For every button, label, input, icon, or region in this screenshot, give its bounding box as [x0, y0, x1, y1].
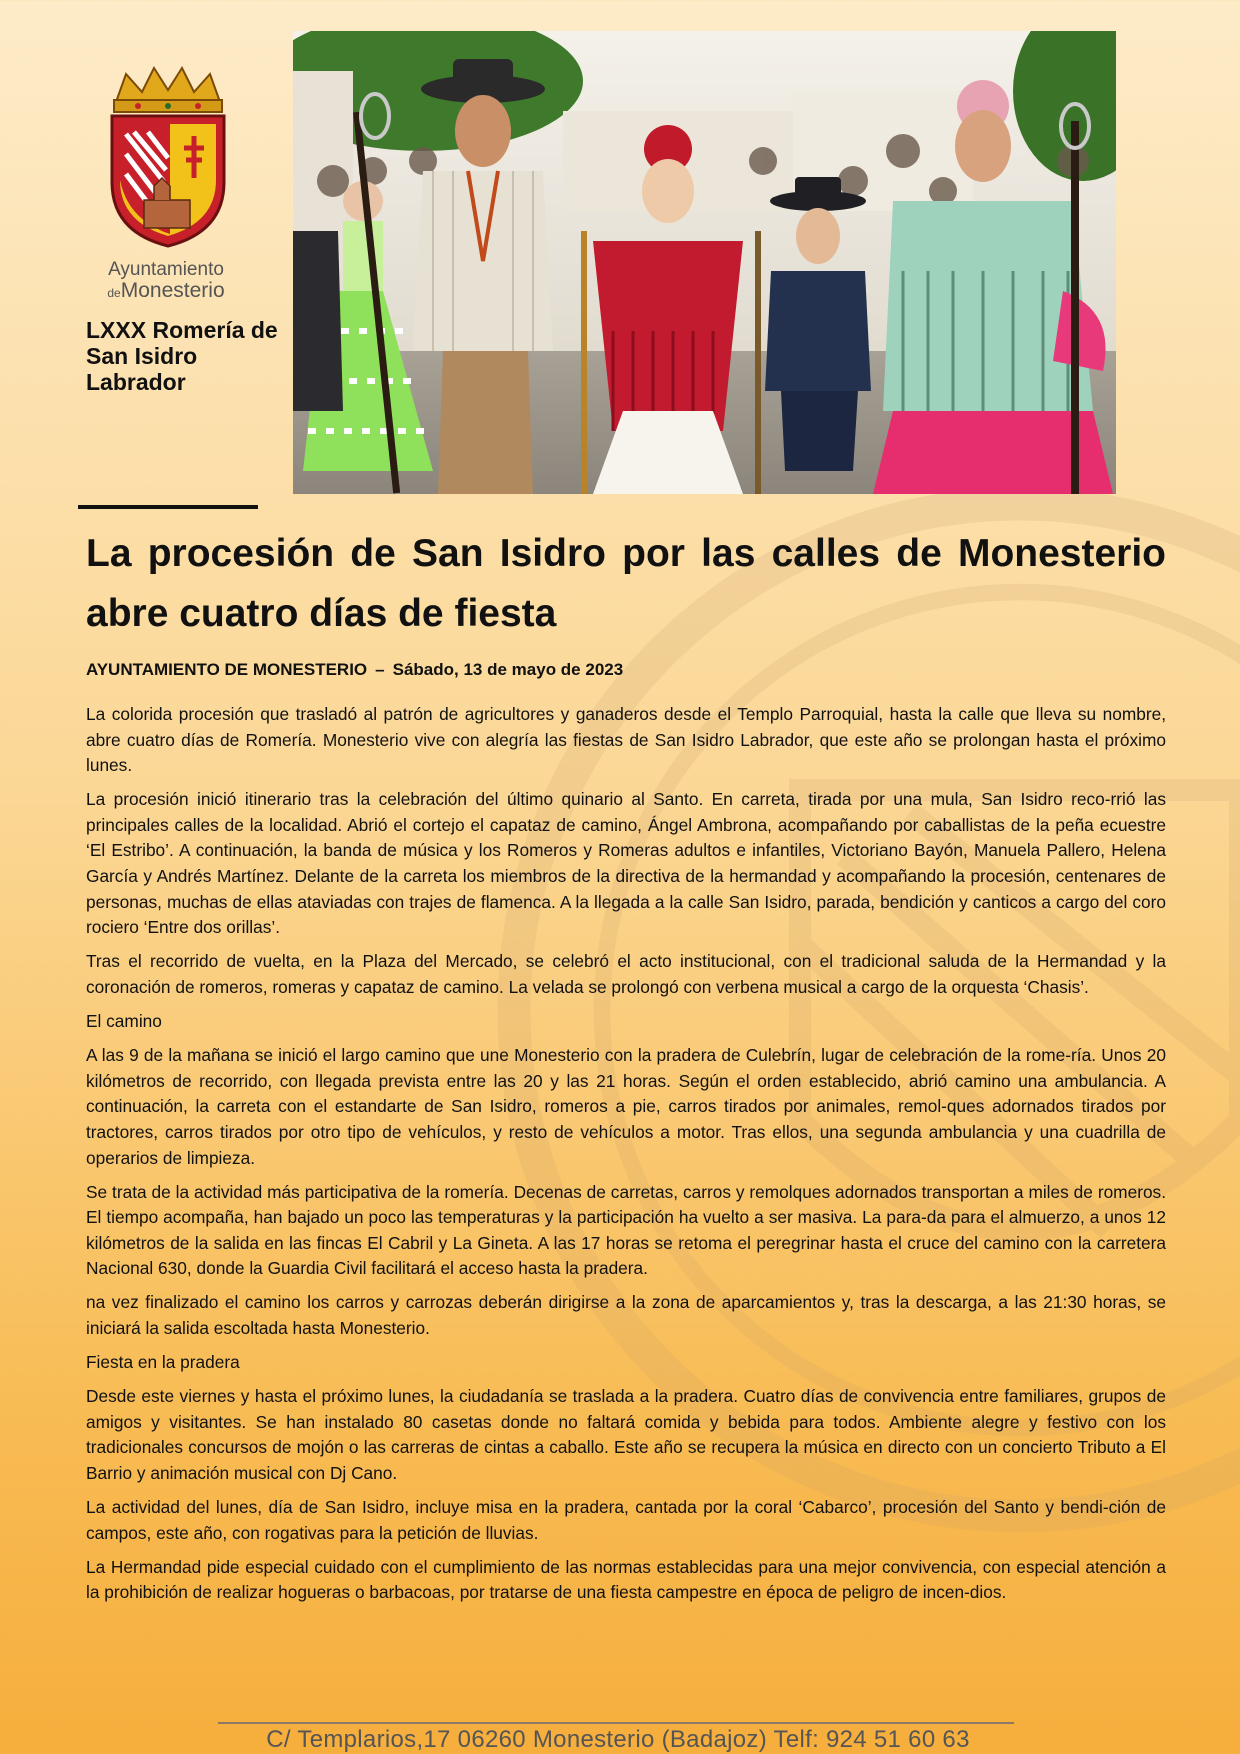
- section-subhead-el-camino: El camino: [86, 1011, 162, 1032]
- logo-line-monesterio: [86, 280, 246, 302]
- logo-prefix-de: de: [107, 285, 121, 300]
- coat-of-arms-icon: [98, 62, 238, 252]
- article-body: [86, 702, 1166, 1615]
- paragraph: La actividad del lunes, día de San Isidro, incluye misa en la pradera, cantada por la coral ‘Cabarco’, procesión del Santo y bendi-ción de campos, este año, con rogativas para la petición de lluvias.: [86, 1497, 1166, 1543]
- paragraph: Se trata de la actividad más participativa de la romería. Decenas de carretas, carros y remolques adornados transportan a miles de romeros. El tiempo acompaña, han bajado un poco las temperaturas y la participación ha vuelto a ser masiva. La para-da para el almuerzo, a unos 12 kilómetros de la salida en las fincas El Cabril y La Gineta. A las 17 horas se retoma el peregrinar hasta el cruce del camino con la carretera Nacional 630, donde la Guardia Civil facilitará el acceso hasta la pradera.: [86, 1181, 1166, 1279]
- paragraph: La Hermandad pide especial cuidado con el cumplimiento de las normas establecidas para una mejor convivencia, con especial atención a la prohibición de realizar hogueras o barbacoas, por tratarse de una fiesta campestre en época de peligro de incen-dios.: [86, 1556, 1166, 1603]
- logo-line-ayuntamiento: Ayuntamiento: [108, 259, 224, 280]
- byline-date: Sábado, 13 de mayo de 2023: [392, 660, 624, 679]
- logo-wordmark: [86, 260, 246, 302]
- procession-photo-illustration: [293, 31, 1116, 494]
- paragraph: La colorida procesión que trasladó al patrón de agricultores y ganaderos desde el Templo Parroquial, hasta la calle que lleva su nombre, abre cuatro días de Romería. Monesterio vive con alegría las fiestas de San Isidro Labrador, que este año se prolongan hasta el próximo lunes.: [86, 704, 1166, 776]
- paragraph: Tras el recorrido de vuelta, en la Plaza del Mercado, se celebró el acto institucional, con el tradicional saluda de la Hermandad y la coronación de romeros, romeras y capataz de camino. La velada se prolongó con verbena musical a cargo de la orquesta ‘Chasis’.: [86, 951, 1166, 997]
- headline-rule: [78, 505, 258, 509]
- event-title: LXXX Romería de San Isidro Labrador: [86, 317, 278, 395]
- footer-address: C/ Templarios,17 06260 Monesterio (Badajoz) Telf: 924 51 60 63: [266, 1726, 970, 1753]
- paragraph: na vez finalizado el camino los carros y carrozas deberán dirigirse a la zona de aparcamientos y, tras la descarga, a las 21:30 horas, se iniciará la salida escoltada hasta Monesterio.: [86, 1292, 1166, 1339]
- paragraph: Desde este viernes y hasta el próximo lunes, la ciudadanía se traslada a la pradera. Cuatro días de convivencia entre familiares, grupos de amigos y visitantes. Se han instalado 80 casetas donde no faltará comida y bebida para todos. Ambiente alegre y festivo con los tradicionales concursos de mojón o las carreras de cintas a caballo. Este año se recupera la música en directo con un concierto Tributo a El Barrio y animación musical con Dj Cano.: [86, 1386, 1166, 1484]
- byline-source: AYUNTAMIENTO DE MONESTERIO: [86, 660, 368, 679]
- byline-separator: –: [375, 660, 385, 679]
- headline: La procesión de San Isidro por las calles de Monesterio abre cuatro días de fiesta: [86, 532, 1166, 635]
- byline: [86, 660, 1166, 680]
- paragraph: A las 9 de la mañana se inició el largo camino que une Monesterio con la pradera de Culebrín, lugar de celebración de la rome-ría. Unos 20 kilómetros de recorrido, con llegada prevista entre las 20 y las 21 horas. Según el orden establecido, abrió camino una ambulancia. A continuación, la carreta con el estandarte de San Isidro, romeros a pie, carros tirados por animales, remol-ques adornados tirados por tractores, carros tirados por otro tipo de vehículos, y resto de vehículos a motor. Tras ellos, una segunda ambulancia y una cuadrilla de operarios de limpieza.: [86, 1045, 1166, 1168]
- footer-rule: [218, 1722, 1014, 1724]
- logo-name: Monesterio: [120, 278, 225, 302]
- paragraph: La procesión inició itinerario tras la celebración del último quinario al Santo. En carreta, tirada por una mula, San Isidro reco-rrió las principales calles de la localidad. Abrió el cortejo el capataz de camino, Ángel Ambrona, acompañando por caballistas de la peña ecuestre ‘El Estribo’. A continuación, la banda de música y los Romeros y Romeras adultos e infantiles, Victoriano Bayón, Manuela Pallero, Helena García y Andrés Martínez. Delante de la carreta los miembros de la directiva de la hermandad y acompañando la procesión, centenares de personas, muchas de ellas ataviadas con trajes de flamenca. A la llegada a la calle San Isidro, parada, bendición y canticos a cargo del coro rociero ‘Entre dos orillas’.: [86, 789, 1166, 938]
- procession-photo: [293, 31, 1116, 494]
- section-subhead-fiesta: Fiesta en la pradera: [86, 1352, 240, 1373]
